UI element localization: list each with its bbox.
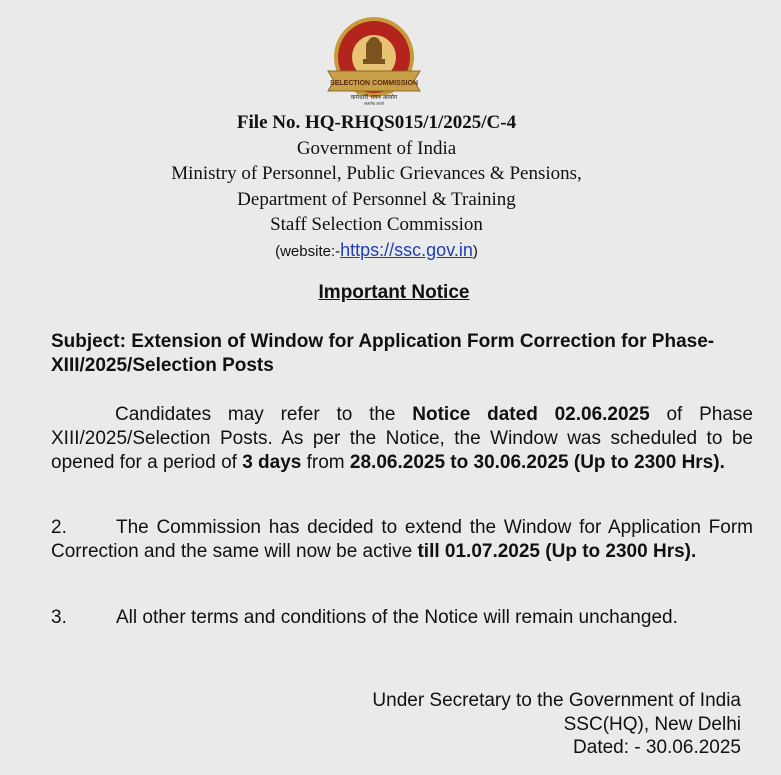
emblem-motto-sub: सत्यमेव जयते <box>364 101 384 105</box>
paragraph-3 <box>51 606 753 630</box>
ssc-emblem-logo <box>320 15 428 105</box>
para2-bold-1: till 01.07.2025 (Up to 2300 Hrs). <box>417 541 697 563</box>
header-govt: Government of India <box>296 137 457 159</box>
file-number: File No. HQ-RHQS015/1/2025/C-4 <box>236 112 517 133</box>
para1-text-3: from <box>301 452 350 474</box>
paragraph-2 <box>51 516 753 564</box>
header-commission: Staff Selection Commission <box>270 214 483 235</box>
emblem-ribbon-text: SELECTION COMMISSION <box>330 80 418 87</box>
para1-bold-1: Notice dated 02.06.2025 <box>412 404 650 425</box>
para2-number: 2. <box>51 517 67 538</box>
notice-subject: Subject: Extension of Window for Application Form Correction for Phase-XIII/2025/Selection Posts <box>51 331 715 376</box>
header-ministry: Ministry of Personnel, Public Grievances & Pensions, <box>171 163 582 184</box>
para1-bold-3: 28.06.2025 to 30.06.2025 (Up to 2300 Hrs). <box>349 452 725 474</box>
paragraph-1 <box>51 403 753 476</box>
header-website <box>0 238 753 264</box>
para3-number: 3. <box>51 607 67 628</box>
signature-office: SSC(HQ), New Delhi <box>563 713 741 735</box>
signature-block <box>372 689 741 760</box>
signature-designation: Under Secretary to the Government of India <box>372 690 741 711</box>
header-department: Department of Personnel & Training <box>237 188 516 210</box>
para1-bold-2: 3 days <box>242 452 302 474</box>
website-suffix: ) <box>472 242 478 260</box>
signature-date: Dated: - 30.06.2025 <box>573 737 741 758</box>
document-header <box>0 110 753 264</box>
para1-text-1: Candidates may refer to the <box>115 404 413 425</box>
para3-text-1: All other terms and conditions of the Notice will remain unchanged. <box>116 607 678 628</box>
website-prefix: (website:- <box>275 242 341 260</box>
notice-title: Important Notice <box>318 282 470 303</box>
para2-text-1: The Commission has decided to extend the Window for Application Form Correction and the same will now be active <box>51 517 753 563</box>
emblem-motto: कर्मचारी चयन आयोग <box>350 94 398 101</box>
website-link[interactable]: https://ssc.gov.in <box>340 239 473 260</box>
para1-text-2: of Phase XIII/2025/Selection Posts. As per the Notice, the Window was scheduled to be opened for a period of <box>51 404 753 474</box>
